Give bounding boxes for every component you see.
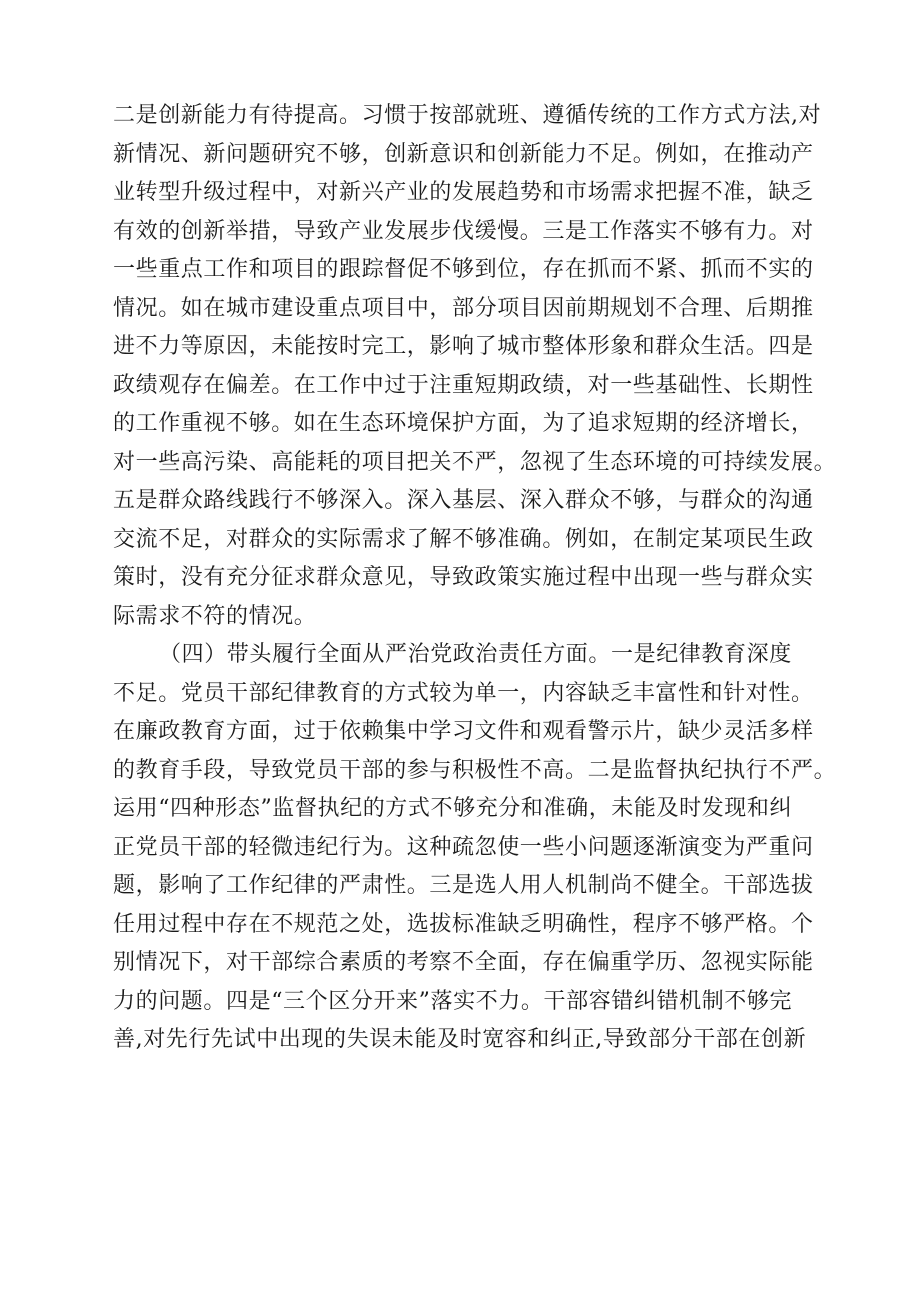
text-line: 对一些高污染、高能耗的项目把关不严，忽视了生态环境的可持续发展。 xyxy=(113,449,837,475)
text-line: 一些重点工作和项目的跟踪督促不够到位，存在抓而不紧、抓而不实的 xyxy=(113,257,814,282)
text-line: 正党员干部的轻微违纪行为。这种疏忽使一些小问题逐渐演变为严重问 xyxy=(113,834,814,860)
text-line: 业转型升级过程中，对新兴产业的发展趋势和市场需求把握不准，缺乏 xyxy=(113,180,814,205)
section-heading-line: （四）带头履行全面从严治党政治责任方面。一是纪律教育深度 xyxy=(159,642,792,667)
text-line: 的工作重视不够。如在生态环境保护方面，为了追求短期的经济增长， xyxy=(113,411,814,436)
text-line: 在廉政教育方面，过于依赖集中学习文件和观看警示片，缺少灵活多样 xyxy=(113,719,814,744)
text-line: 交流不足，对群众的实际需求了解不够准确。例如，在制定某项民生政 xyxy=(113,526,814,552)
text-line: 不足。党员干部纪律教育的方式较为单一，内容缺乏丰富性和针对性。 xyxy=(113,680,814,706)
text-line: 五是群众路线践行不够深入。深入基层、深入群众不够，与群众的沟通 xyxy=(113,488,814,513)
text-line: 策时，没有充分征求群众意见，导致政策实施过程中出现一些与群众实 xyxy=(113,565,814,590)
text-line: 力的问题。四是“三个区分开来”落实不力。干部容错纠错机制不够完 xyxy=(113,988,793,1014)
text-line: 任用过程中存在不规范之处，选拔标准缺乏明确性，程序不够严格。个 xyxy=(113,911,814,937)
body-text xyxy=(113,97,837,1060)
text-line: 情况。如在城市建设重点项目中，部分项目因前期规划不合理、后期推 xyxy=(113,295,814,321)
text-line: 新情况、新问题研究不够，创新意识和创新能力不足。例如，在推动产 xyxy=(113,141,814,167)
text-line: 际需求不符的情况。 xyxy=(113,603,317,629)
text-line: 别情况下，对干部综合素质的考察不全面，存在偏重学历、忽视实际能 xyxy=(113,950,814,975)
text-line: 政绩观存在偏差。在工作中过于注重短期政绩，对一些基础性、长期性 xyxy=(113,372,814,398)
text-line: 进不力等原因，未能按时完工，影响了城市整体形象和群众生活。四是 xyxy=(113,334,814,359)
text-line: 题，影响了工作纪律的严肃性。三是选人用人机制尚不健全。干部选拔 xyxy=(113,873,814,898)
text-line: 运用“四种形态”监督执纪的方式不够充分和准确，未能及时发现和纠 xyxy=(113,796,793,821)
text-line: 有效的创新举措，导致产业发展步伐缓慢。三是工作落实不够有力。对 xyxy=(113,218,814,244)
text-line: 二是创新能力有待提高。习惯于按部就班、遵循传统的工作方式方法,对 xyxy=(113,103,822,128)
text-line: 的教育手段，导致党员干部的参与积极性不高。二是监督执纪执行不严。 xyxy=(113,757,837,783)
text-line: 善,对先行先试中出现的失误未能及时宽容和纠正,导致部分干部在创新 xyxy=(113,1027,807,1052)
